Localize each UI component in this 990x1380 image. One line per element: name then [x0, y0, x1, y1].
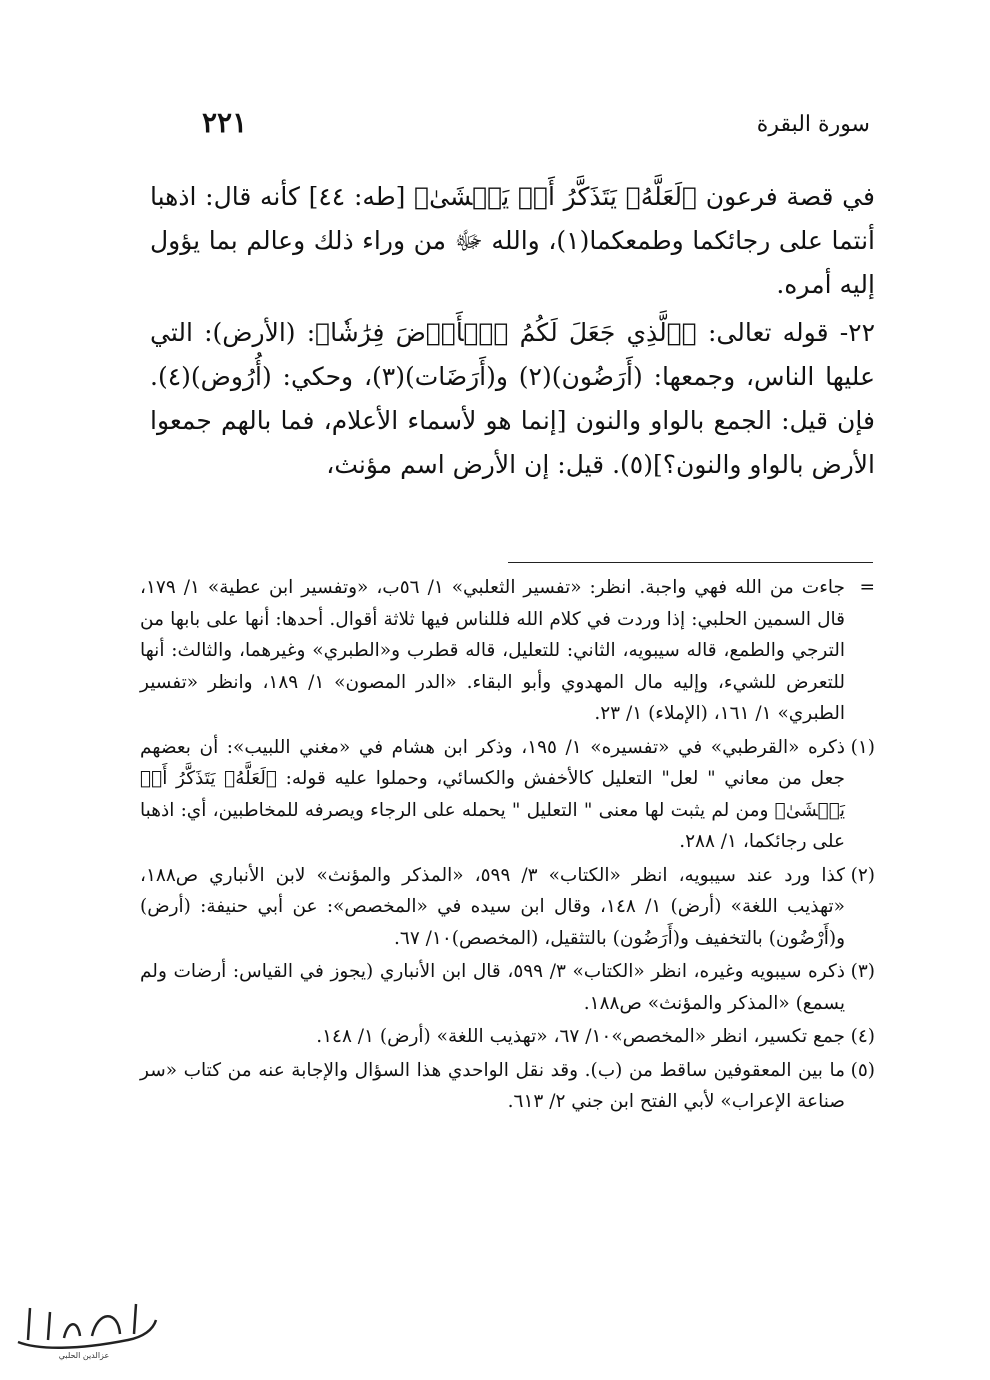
- footnote-text: جمع تكسير، انظر «المخصص»١٠/ ٦٧، «تهذيب اللغة» (أرض) ١/ ١٤٨.: [316, 1026, 845, 1047]
- main-paragraph: ٢٢- قوله تعالى: ﴿ٱلَّذِي جَعَلَ لَكُمُ ٱلۡأَرۡضَ فِرَٰشٗا﴾: (الأرض): التي عليها الناس، وجمعها: (أَرَضُون)(٢) و(أَرَضَات)(٣)، وحكي: (أُرُوض)(٤). فإن قيل: الجمع بالواو والنون [إنما هو لأسماء الأعلام، فما بالهم جمعوا الأرض بالواو والنون؟](٥). قيل: إن الأرض اسم مؤنث،: [150, 318, 875, 479]
- footnote-marker: (٣): [850, 961, 875, 982]
- footnote-1: [140, 732, 875, 858]
- footnote-text: جاءت من الله فهي واجبة. انظر: «تفسير الثعلبي» ١/ ٥٦ب، «وتفسير ابن عطية» ١/ ١٧٩، قال السمين الحلبي: إذا وردت في كلام الله فللناس فيها ثلاثة أقوال. أحدها: أنها على بابها من الترجي والطمع، قاله سيبويه، الثاني: للتعليل، قاله قطرب و«الطبري» وغيرهما، والثالث: أنها للتعرض للشيء، وإليه مال المهدوي وأبو البقاء. «الدر المصون» ١/ ١٨٩، وانظر «تفسير الطبري» ١/ ١٦١، (الإملاء) ١/ ٢٣.: [140, 577, 845, 724]
- logo-subtext: عزالدين الحلبي: [58, 1351, 110, 1360]
- footnote-marker: (١): [850, 736, 875, 758]
- page-number: ٢٢١: [202, 106, 248, 139]
- calligraphy-logo: [8, 1290, 160, 1362]
- page-header: [190, 106, 870, 152]
- footnote-continued: [140, 572, 875, 730]
- footnote-marker: (٤): [850, 1026, 875, 1047]
- footnote-divider: [508, 562, 873, 563]
- footnote-4: [140, 1021, 875, 1053]
- footnote-marker: (٥): [850, 1059, 875, 1081]
- main-paragraph: في قصة فرعون ﴿لَعَلَّهُۥ يَتَذَكَّرُ أَوۡ يَخۡشَىٰ﴾ [طه: ٤٤] كأنه قال: اذهبا أنتما على رجائكما وطمعكما(١)، والله ﷻ من وراء ذلك وعالم بما يؤول إليه أمره.: [150, 182, 875, 299]
- footnote-3: [140, 956, 875, 1019]
- footnotes: [140, 572, 875, 1120]
- footnote-marker: (٢): [850, 864, 875, 886]
- footnote-text: ما بين المعقوفين ساقط من (ب). وقد نقل الواحدي هذا السؤال والإجابة عنه من كتاب «سر صناعة الإعراب» لأبي الفتح ابن جني ٢/ ٦١٣.: [140, 1059, 845, 1112]
- main-text: [150, 175, 875, 491]
- footnote-text: ذكره «القرطبي» في «تفسيره» ١/ ١٩٥، وذكر ابن هشام في «مغني اللبيب»: أن بعضهم جعل من معاني " لعل" التعليل كالأخفش والكسائي، وحملوا عليه قوله: ﴿لَعَلَّهُۥ يَتَذَكَّرُ أَوۡ يَخۡشَىٰ﴾ ومن لم يثبت لها معنى " التعليل " يحمله على الرجاء ويصرفه للمخاطبين، أي: اذهبا على رجائكما، ١/ ٢٨٨.: [140, 736, 845, 852]
- footnote-text: ذكره سيبويه وغيره، انظر «الكتاب» ٣/ ٥٩٩، قال ابن الأنباري (يجوز في القياس: أرضات ولم يسمع) «المذكر والمؤنث» ص١٨٨.: [140, 961, 845, 1014]
- footnote-5: [140, 1055, 875, 1118]
- surah-title: سورة البقرة: [756, 112, 870, 137]
- footnote-text: كذا ورد عند سيبويه، انظر «الكتاب» ٣/ ٥٩٩، «المذكر والمؤنث» لابن الأنباري ص١٨٨، «تهذيب اللغة» (أرض) ١/ ١٤٨، وقال ابن سيده في «المخصص»: عن أبي حنيفة: (أرض) و(أَرْضُون) بالتخفيف و(أَرَضُون) بالتثقيل، (المخصص)١٠/ ٦٧.: [140, 864, 845, 949]
- footnote-2: [140, 860, 875, 955]
- footnote-marker: =: [859, 577, 875, 598]
